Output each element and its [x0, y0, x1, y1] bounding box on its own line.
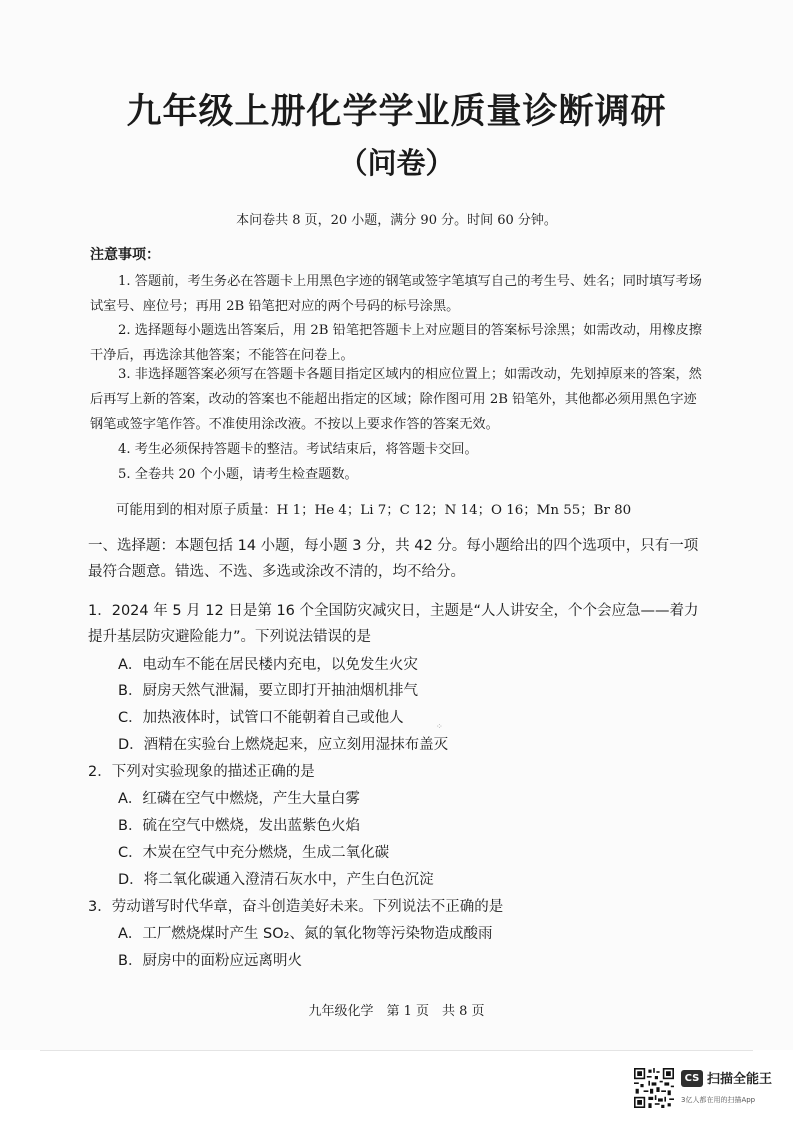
atomic-masses: 可能用到的相对原子质量：H 1；He 4；Li 7；C 12；N 14；O 16；Mn 55；Br 80 — [116, 503, 632, 518]
note-item: 1. 答题前，考生务必在答题卡上用黑色字迹的钢笔或签字笔填写自己的考生号、姓名；同时填写考场试室号、座位号；再用 2B 铅笔把对应的两个号码的标号涂黑。 — [90, 274, 702, 314]
question-option: A．红磷在空气中燃烧，产生大量白雾 — [118, 791, 360, 807]
note-item: 2. 选择题每小题选出答案后，用 2B 铅笔把答题卡上对应题目的答案标号涂黑；如需改动，用橡皮擦干净后，再选涂其他答案；不能答在问卷上。 — [90, 323, 702, 363]
question-option: C．加热液体时，试管口不能朝着自己或他人 — [118, 710, 404, 726]
notes-heading: 注意事项： — [90, 247, 160, 263]
exam-intro: 本问卷共 8 页，20 小题，满分 90 分。时间 60 分钟。 — [236, 213, 557, 228]
question-option: C．木炭在空气中充分燃烧，生成二氧化碳 — [118, 845, 390, 861]
page-divider — [40, 1050, 753, 1051]
scanner-app-tagline: 3亿人都在用的扫描App — [681, 1096, 756, 1104]
section-heading: 一、选择题：本题包括 14 小题，每小题 3 分，共 42 分。每小题给出的四个选项中，只有一项最符合题意。错选、不选、多选或涂改不清的，均不给分。 — [88, 538, 699, 580]
note-item: 3. 非选择题答案必须写在答题卡各题目指定区域内的相应位置上；如需改动，先划掉原来的答案，然后再写上新的答案，改动的答案也不能超出指定的区域；除作图可用 2B 铅笔外，其他都必须用黑色字迹钢笔或签字笔作答。不准使用涂改液。不按以上要求作答的答案无效。 — [90, 367, 702, 432]
question-option: B．厨房天然气泄漏，要立即打开抽油烟机排气 — [118, 683, 418, 699]
question-option: A．工厂燃烧煤时产生 SO₂、氮的氧化物等污染物造成酸雨 — [118, 926, 493, 942]
scan-speck: ⁘ — [436, 722, 443, 731]
question-stem: 3．劳动谱写时代华章，奋斗创造美好未来。下列说法不正确的是 — [88, 899, 504, 915]
scanner-app-name: 扫描全能王 — [707, 1072, 773, 1087]
question-option: D．酒精在实验台上燃烧起来，应立刻用湿抹布盖灭 — [118, 737, 449, 753]
note-item: 4. 考生必须保持答题卡的整洁。考试结束后，将答题卡交回。 — [118, 442, 478, 457]
qr-code-icon — [634, 1068, 674, 1108]
question-option: B．硫在空气中燃烧，发出蓝紫色火焰 — [118, 818, 360, 834]
question-option: A．电动车不能在居民楼内充电，以免发生火灾 — [118, 657, 418, 673]
camscanner-logo-icon: CS — [681, 1070, 703, 1087]
question-stem: 2．下列对实验现象的描述正确的是 — [88, 764, 315, 780]
page-subtitle: （问卷） — [338, 146, 455, 180]
note-item: 5. 全卷共 20 个小题，请考生检查题数。 — [118, 467, 358, 482]
page-title: 九年级上册化学学业质量诊断调研 — [126, 92, 667, 132]
question-option: D．将二氧化碳通入澄清石灰水中，产生白色沉淀 — [118, 872, 434, 888]
question-stem: 1．2024 年 5 月 12 日是第 16 个全国防灾减灾日，主题是“人人讲安全，个个会应急——着力提升基层防灾避险能力”。下列说法错误的是 — [88, 603, 699, 645]
question-option: B．厨房中的面粉应远离明火 — [118, 953, 302, 969]
page-footer: 九年级化学 第 1 页 共 8 页 — [308, 1004, 485, 1019]
